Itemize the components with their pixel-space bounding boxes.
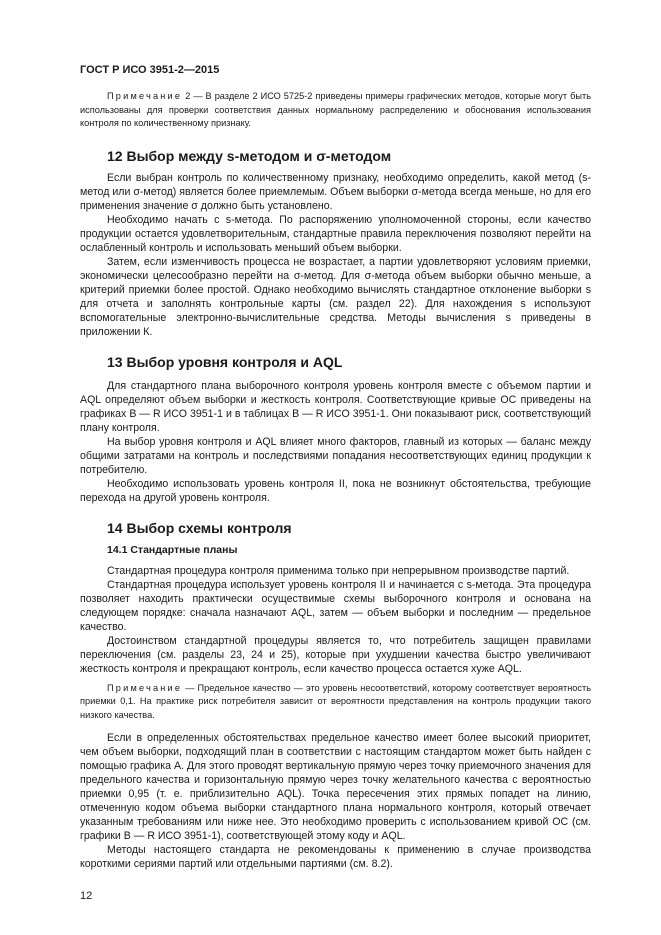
section-13-title: 13 Выбор уровня контроля и AQL [107, 353, 343, 370]
paragraph: Если в определенных обстоятельствах предельное качество имеет более высокий приоритет, чем объем выборки, подходящий план в соответствии с настоящим стандартом может быть найден с помощью графика А. Для этого проводят вертикальную прямую через точку приемочного значения для предельного качества и горизонтальную прямую через точку желательного качества с вероятностью приемки 0,95 (т. е. приблизительно AQL). Точка пересечения этих прямых попадет на линию, отмеченную кодом объема выборки стандартного плана нормального контроля, который отвечает указанным требованиям или ниже нее. Это необходимо проверить с использованием кривой ОС (см. графики B — R ИСО 3951-1), соответствующей этому коду и AQL. [80, 731, 591, 842]
paragraph: Стандартная процедура использует уровень контроля II и начинается с s-метода. Эта процедура позволяет находить практически осуществимые схемы выборочного контроля и основана на следующем порядке: сначала назначают AQL, затем — объем выборки и последним — предельное качество. [80, 578, 591, 633]
subsection-14-1-title: 14.1 Стандартные планы [107, 543, 238, 556]
note-2 [80, 90, 591, 131]
note-label: Примечание [107, 91, 183, 101]
section-12-title: 12 Выбор между s-методом и σ-методом [107, 147, 392, 164]
section-13 [80, 353, 591, 505]
paragraph: Методы настоящего стандарта не рекомендованы к применению в случае производства короткими сериями партий или отдельными партиями (см. 8.2). [80, 843, 591, 870]
note-text: — Предельное качество — это уровень несоответствий, которому соответствует вероятность приемки 0,1. На практике риск потребителя зависит от вероятности представления на контроль продукции такого низкого качества. [80, 682, 591, 720]
paragraph: Стандартная процедура контроля применима только при непрерывном производстве партий. [107, 564, 570, 577]
paragraph: Необходимо начать с s-метода. По распоряжению уполномоченной стороны, если качество продукции остается удовлетворительным, стандартные правила переключения позволяют перейти на ослабленный контроль и использовать меньший объем выборки. [80, 213, 591, 254]
note-label: Примечание [107, 682, 183, 693]
section-12 [80, 147, 591, 339]
paragraph: Необходимо использовать уровень контроля II, пока не возникнут обстоятельства, требующие перехода на другой уровень контроля. [80, 477, 591, 504]
note-text: 2 — В разделе 2 ИСО 5725-2 приведены примеры графических методов, которые могут быть использованы для проверки соответствия данных нормальному распределению и обоснования использования контроля по количественному признаку. [80, 91, 591, 129]
document-page [80, 0, 591, 923]
section-14 [80, 519, 591, 871]
paragraph: Если выбран контроль по количественному признаку, необходимо определить, какой метод (s-метод или σ-метод) является более приемлемым. Объем выборки σ-метода всегда меньше, но для его применения значение σ должно быть установлено. [80, 171, 591, 212]
section-14-title: 14 Выбор схемы контроля [107, 519, 292, 536]
paragraph: Для стандартного плана выборочного контроля уровень контроля вместе с объемом партии и AQL определяют объем выборки и жесткость контроля. Соответствующие кривые ОС приведены на графиках B — R ИСО 3951-1 и в таблицах B — R ИСО 3951-1. Они показывают риск, соответствующий плану контроля. [80, 379, 591, 434]
paragraph: Затем, если изменчивость процесса не возрастает, а партии удовлетворяют условиям приемки, экономически целесообразно перейти на σ-метод. Для σ-метода объем выборки обычно меньше, а критерий приемки более простой. Однако необходимо вычислять стандартное отклонение выборки s для отчета и заполнять контрольные карты (см. раздел 22). Для нахождения s используют вспомогательные электронно-вычислительные средства. Методы вычисления s приведены в приложении К. [80, 255, 591, 338]
paragraph: Достоинством стандартной процедуры является то, что потребитель защищен правилами переключения (см. разделы 23, 24 и 25), которые при ухудшении качества быстро увеличивают жесткость контроля и прекращают контроль, если качество процесса остается хуже AQL. [80, 634, 591, 675]
note [80, 682, 591, 723]
document-header: ГОСТ Р ИСО 3951-2—2015 [80, 64, 220, 76]
paragraph: На выбор уровня контроля и AQL влияет много факторов, главный из которых — баланс между общими затратами на контроль и последствиями попадания несоответствующих единиц продукции к потребителю. [80, 435, 591, 476]
page-number: 12 [80, 889, 93, 902]
